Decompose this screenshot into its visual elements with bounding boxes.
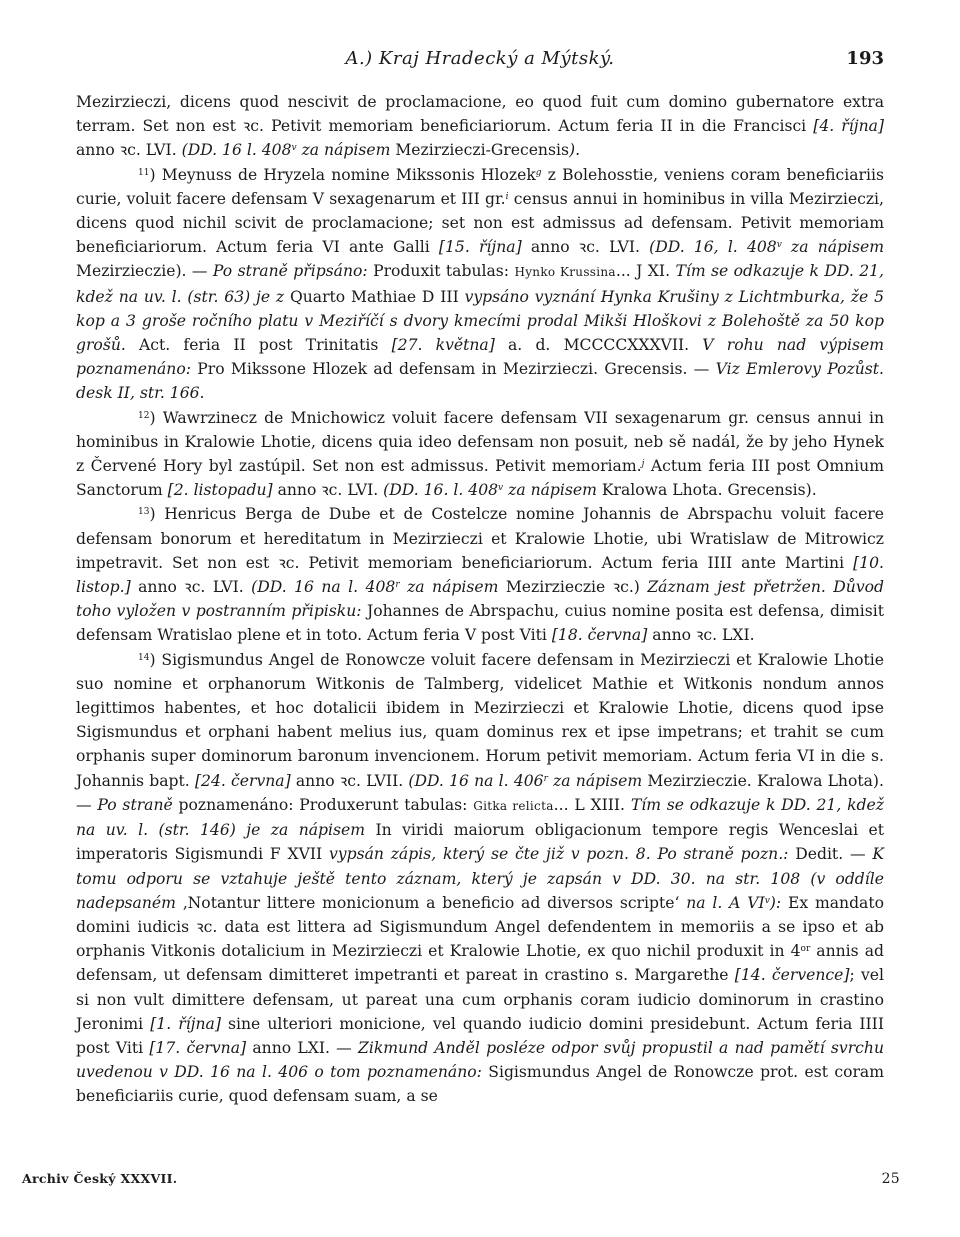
- text-run: [24. června]: [194, 771, 291, 790]
- text-run: anno ꝛc. LVI.: [521, 238, 650, 257]
- text-run: [2. listopadu]: [167, 481, 273, 500]
- superscript: r: [395, 580, 400, 591]
- text-run: anno LXI. —: [246, 1038, 358, 1057]
- text-run: za nápisem: [547, 771, 648, 790]
- text-run: anno ꝛc. LVI.: [272, 481, 384, 500]
- text-run: Dedit. —: [788, 845, 873, 864]
- superscript: g: [535, 167, 542, 178]
- text-run: Produxit tabulas:: [367, 262, 515, 281]
- footnote-12: [76, 406, 884, 503]
- text-run: Hynko Krussina: [514, 265, 616, 280]
- continued-footnote: [76, 90, 884, 163]
- signature-number: 25: [881, 1171, 900, 1187]
- text-run: vypsán zápis, který se čte již v pozn. 8. Po straně pozn.:: [328, 845, 789, 864]
- text-run: Po straně připsáno:: [212, 262, 368, 281]
- superscript: 11: [138, 167, 150, 178]
- text-run: ) Henricus Berga de Dube et de Costelcze nomine Johannis de Abrspachu voluit facere defensam bonorum et hereditatum in Mezirzieczi et Kralowie Lhotie, ubi Wratislaw de Mitrowicz impetravit. Set non est ꝛc. Petivit memoriam beneficiariorum. Actum feria IIII ante Martini: [76, 505, 884, 572]
- text-run: ).: [568, 141, 581, 160]
- text-run: census annui in hominibus in villa Mezirzieczi, dicens quod nichil scivit de proclamacione; set non est admissus ad defensam. Petivit memoriam beneficiariorum. Actum feria VI ante Galli: [76, 189, 884, 257]
- text-run: ... J XI.: [615, 262, 676, 281]
- book-page: [76, 48, 884, 1109]
- superscript: 12: [138, 410, 150, 421]
- text-run: ):: [769, 893, 782, 912]
- text-run: Gitka relicta: [473, 798, 554, 813]
- footnote-11: [76, 163, 884, 406]
- text-run: na l. A VI: [686, 893, 765, 912]
- superscript: 14: [138, 652, 150, 663]
- text-run: za nápisem: [399, 578, 506, 597]
- text-run: Quarto Mathiae D III: [284, 287, 465, 306]
- text-run: [18. června]: [551, 626, 648, 645]
- footnote-14: [76, 648, 884, 1109]
- text-run: In viridi maiorum obligacionum tempore regis Wenceslai et imperatoris Sigismundi F XVII: [76, 821, 884, 864]
- text-run: Zikmund Anděl posléze odpor svůj propustil a nad pamětí svrchu uvedenou v DD. 16 na l. 406 o tom poznamenáno:: [76, 1038, 884, 1082]
- text-run: Kralowa Lhota. Grecensis).: [601, 481, 817, 500]
- text-run: Mezirzieczi, dicens quod nescivit de proclamacione, eo quod fuit cum domino gubernatore extra terram. Set non est ꝛc. Petivit memoriam beneficiariorum. Actum feria II in die Francisci: [76, 93, 884, 136]
- text-run: [1. října]: [150, 1014, 221, 1033]
- text-run: [10. listop.]: [76, 553, 884, 597]
- text-run: (DD. 16. l. 408: [383, 481, 499, 500]
- text-run: [17. června]: [149, 1038, 247, 1057]
- text-run: Sigismundus Angel de Ronowcze prot. est coram beneficiariis curie, quod defensam suam, a se: [76, 1063, 884, 1106]
- text-run: (DD. 16 na l. 406: [408, 771, 544, 790]
- superscript: v: [291, 143, 297, 154]
- text-run: ) Wawrzinecz de Mnichowicz voluit facere defensam VII sexagenarum gr. census annui in hominibus in Kralowie Lhotie, dicens quia ideo defensam non posuit, neb sě nadál, že by jeho Hynek z Červené Hory byl zastúpil. Set non est admissus. Petivit memoriam.: [76, 408, 884, 476]
- signature-mark: Archiv Český XXXVII.: [22, 1171, 178, 1186]
- text-run: Mezirzieczie. Kralowa Lhota). —: [76, 771, 884, 814]
- text-run: anno ꝛc. LVI.: [76, 141, 182, 160]
- text-run: Tím se odkazuje k DD. 21, kdež na uv. l. (str. 63) je z: [76, 262, 884, 306]
- text-run: (DD. 16 na l. 408: [251, 578, 396, 597]
- text-run: V rohu nad výpisem poznamenáno:: [76, 336, 884, 379]
- superscript: or: [800, 944, 811, 955]
- text-run: [14. července]: [734, 966, 850, 985]
- text-run: z Bolehosstie, veniens coram beneficiariis curie, voluit facere defensam V sexagenarum et III gr.: [76, 165, 884, 208]
- text-run: (DD. 16 l. 408: [181, 141, 292, 160]
- text-run: anno ꝛc. LXI.: [647, 626, 755, 645]
- page-header: [76, 48, 884, 78]
- text-run: Mezirzieczie ꝛc.): [505, 578, 648, 597]
- text-run: Mezirzieczie). —: [76, 262, 213, 281]
- text-run: ) Meynuss de Hryzela nomine Mikssonis Hlozek: [149, 165, 536, 184]
- page-number: 193: [846, 48, 884, 69]
- text-run: Po straně: [97, 795, 173, 814]
- text-run: za nápisem: [503, 481, 602, 500]
- text-run: Johannes de Abrspachu, cuius nomine posita est defensa, dimisit defensam Wratislao plene et in toto. Actum feria V post Viti: [76, 602, 884, 645]
- text-run: za nápisem: [781, 238, 885, 257]
- text-run: Ex mandato domini iudicis ꝛc. data est littera ad Sigismundum Angel defendentem in memoriis a se ipso et ab orphanis Vitkonis dotalicium in Mezirzieczi et Kralowie Lhotie, ex quo nichil produxit in 4: [76, 893, 884, 961]
- page-body: [76, 90, 884, 1109]
- superscript: i: [505, 191, 509, 202]
- superscript: j: [641, 459, 645, 470]
- text-run: za nápisem: [296, 141, 396, 160]
- text-run: ... L XIII.: [553, 795, 631, 814]
- text-run: Mezirzieczi-Grecensis: [395, 141, 569, 160]
- text-run: Act. feria II post Trinitatis: [125, 336, 392, 355]
- superscript: v: [498, 483, 504, 494]
- text-run: Viz Emlerovy Pozůst. desk II, str. 166.: [76, 360, 884, 403]
- text-run: Záznam jest přetržen. Důvod toho vyložen v postranním připisku:: [76, 578, 884, 621]
- text-run: Tím se odkazuje k DD. 21, kdež na uv. l. (str. 146) je za nápisem: [76, 795, 884, 840]
- text-run: anno ꝛc. LVI.: [130, 578, 252, 597]
- text-run: anno ꝛc. LVII.: [290, 771, 409, 790]
- text-run: (DD. 16, l. 408: [649, 238, 777, 257]
- text-run: vypsáno vyznání Hynka Krušiny z Lichtmburka, že 5 kop a 3 groše ročního platu v Meziříčí s dvory kmecími prodal Mikši Hloškovi z Bolehoště za 50 kop grošů.: [76, 287, 884, 355]
- superscript: 13: [138, 507, 150, 518]
- running-title: A.) Kraj Hradecký a Mýtský.: [345, 48, 615, 69]
- text-run: Pro Mikssone Hlozek ad defensam in Mezirzieczi. Grecensis. —: [190, 360, 716, 379]
- superscript: v: [764, 895, 770, 906]
- text-run: ; vel si non vult dimittere defensam, ut pareat una cum orphanis coram iudicio dominorum in crastino Jeronimi: [76, 966, 884, 1033]
- text-run: Actum feria III post Omnium Sanctorum: [76, 457, 884, 500]
- text-run: sine ulteriori monicione, vel quando iudicio domini presidebunt. Actum feria IIII post Viti: [76, 1014, 884, 1057]
- superscript: v: [776, 240, 782, 251]
- text-run: ‚Notantur littere monicionum a beneficio ad diversos scripte‘: [175, 893, 687, 912]
- text-run: ) Sigismundus Angel de Ronowcze voluit facere defensam in Mezirzieczi et Kralowie Lhotie suo nomine et orphanorum Witkonis de Talmberg, videlicet Mathie et Witkonis nondum annos legittimos habentes, et hoc dotalicii ibidem in Mezirzieczi et Kralowie Lhotie, dicens quod ipse Sigismundus et orphani habent melius ius, quam dominus rex et ipse impetrans; et trahit se cum orphanis super dominorum baronum invencionem. Horum petivit memoriam. Actum feria VI in die s. Johannis bapt.: [76, 650, 884, 790]
- text-run: poznamenáno: Produxerunt tabulas:: [172, 795, 474, 814]
- text-run: K tomu odporu se vztahuje ještě tento záznam, který je zapsán v DD. 30. na str. 108 (v oddíle nadepsaném: [76, 845, 884, 912]
- text-run: [27. května]: [391, 336, 495, 355]
- text-run: [15. října]: [438, 238, 522, 257]
- text-run: [4. října]: [813, 117, 884, 136]
- superscript: r: [543, 773, 548, 784]
- text-run: a. d. MCCCCXXXVII.: [494, 336, 703, 355]
- text-run: annis ad defensam, ut defensam dimitteret impetranti et pareat in crastino s. Margarethe: [76, 942, 884, 985]
- footnote-13: [76, 502, 884, 647]
